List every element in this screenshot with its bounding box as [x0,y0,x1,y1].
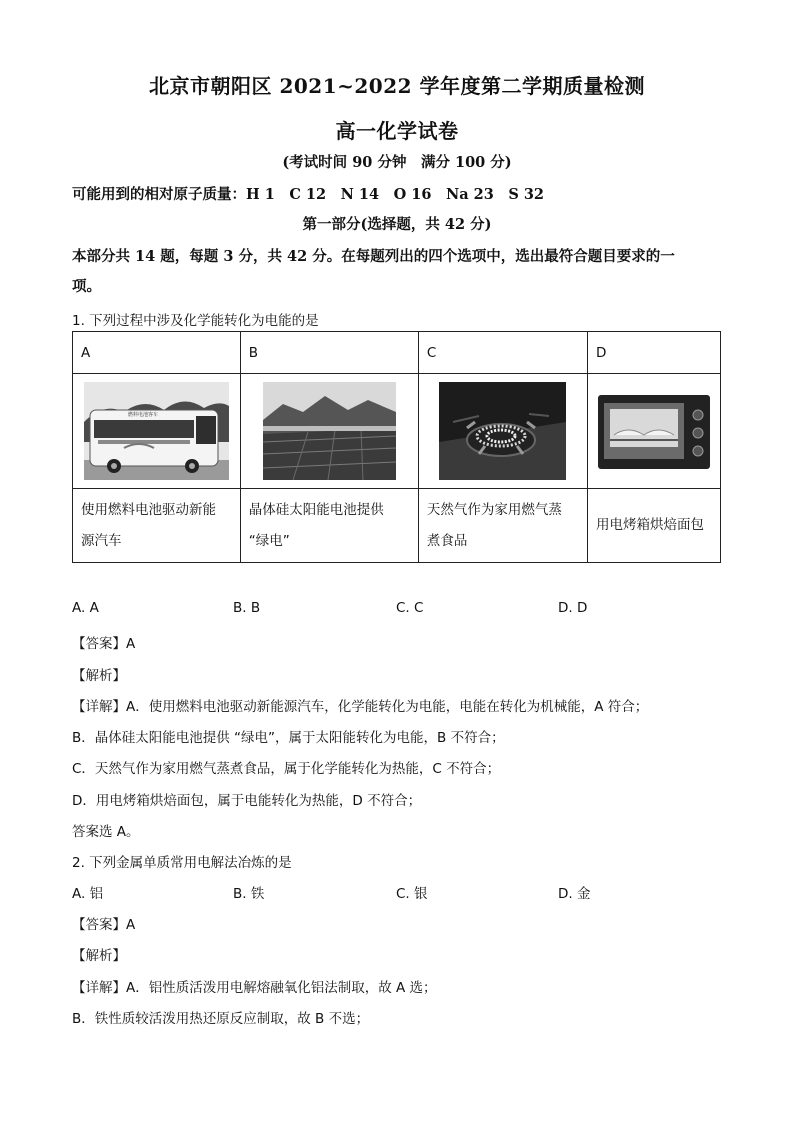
answer-label: 【答案】 [72,636,126,652]
q1-option-a: A. A [72,600,99,616]
answer-value: A [126,917,136,933]
caption-b-line1: 晶体硅太阳能电池提供 [248,501,384,518]
q2-option-c: C. 银 [396,886,428,902]
atomic-masses: 可能用到的相对原子质量：H 1 C 12 N 14 O 16 Na 23 S 32 [72,186,545,203]
exam-subtitle: 高一化学试卷 [335,119,459,143]
q1-option-b: B. B [233,600,261,616]
table-header-d: D [587,332,720,374]
bus-sign-text: 燃料电池客车 [127,412,158,418]
detail-text: A．铝性质活泼用电解熔融氧化铝法制取，故 A 选； [126,980,437,996]
caption-d-line1: 用电烤箱烘焙面包 [595,517,704,533]
q1-detail-line2: B．晶体硅太阳能电池提供 “绿电”，属于太阳能转化为电能，B 不符合； [72,730,505,746]
electric-oven-photo [596,389,712,473]
exam-info: (考试时间 90 分钟 满分 100 分) [282,154,512,171]
part1-intro-line2: 项。 [72,278,101,295]
q1-detail-line4: D．用电烤箱烘焙面包，属于电能转化为热能，D 不符合； [72,793,422,809]
q1-answer [72,632,135,652]
fuel-cell-bus-photo [84,382,229,480]
table-header-a: A [73,332,241,374]
answer-label: 【答案】 [72,917,126,933]
caption-a-line2: 源汽车 [81,532,122,549]
caption-a-line1: 使用燃料电池驱动新能 [81,501,216,518]
q1-detail-line1 [72,695,648,715]
q1-options-table [72,331,721,563]
q2-detail-line1 [72,976,437,996]
part1-intro-line1: 本部分共 14 题，每题 3 分，共 42 分。在每题列出的四个选项中，选出最符合题目要求的一 [72,248,675,265]
caption-c-line1: 天然气作为家用燃气蒸 [426,501,562,518]
q2-option-d: D. 金 [558,886,591,902]
caption-c-line2: 煮食品 [426,532,468,549]
detail-label: 【详解】 [72,980,126,996]
caption-b-line2: “绿电” [248,532,290,549]
detail-text: A．使用燃料电池驱动新能源汽车，化学能转化为电能，电能在转化为机械能，A 符合； [126,699,649,715]
q2-analysis-label: 【解析】 [72,948,126,964]
q1-analysis-label: 【解析】 [72,668,126,684]
detail-label: 【详解】 [72,699,126,715]
table-header-b: B [240,332,418,374]
q2-option-b: B. 铁 [233,886,265,902]
q1-option-d: D. D [558,600,588,616]
solar-panel-photo [263,382,396,480]
q1-stem: 1. 下列过程中涉及化学能转化为电能的是 [72,313,319,329]
exam-title: 北京市朝阳区 2021~2022 学年度第二学期质量检测 [148,74,645,98]
q1-option-c: C. C [396,600,424,616]
q1-conclusion: 答案选 A。 [72,824,140,840]
part1-heading: 第一部分(选择题，共 42 分) [302,216,492,233]
q2-stem: 2. 下列金属单质常用电解法冶炼的是 [72,855,292,871]
q2-answer [72,913,135,933]
q2-detail-line2: B．铁性质较活泼用热还原反应制取，故 B 不选； [72,1011,370,1027]
gas-stove-photo [439,382,566,480]
q2-option-a: A. 铝 [72,886,104,902]
answer-value: A [126,636,136,652]
table-header-c: C [418,332,587,374]
q1-detail-line3: C．天然气作为家用燃气蒸煮食品，属于化学能转化为热能，C 不符合； [72,761,501,777]
